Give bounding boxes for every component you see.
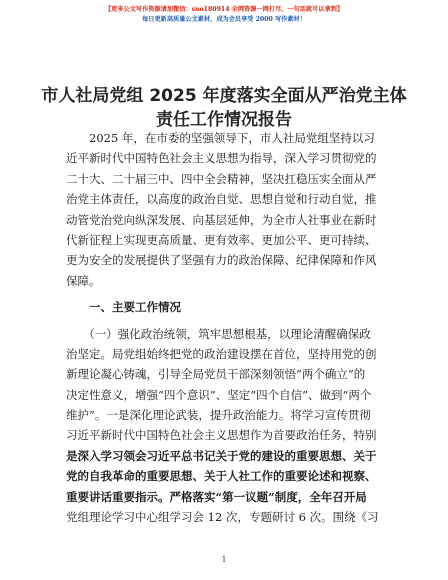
- paragraph-line: 决定性意义，增强“四个意识”、坚定“四个自信”、做到“两个: [66, 387, 372, 402]
- promo-banner-line2: 每日更新高质量公文素材，成为会员享受 2000 写作素材！: [142, 16, 306, 23]
- paragraph-line: 习近平新时代中国特色社会主义思想作为首要政治任务，特别: [66, 428, 377, 443]
- paragraph-line: 治党主体责任，以高度的政治自觉、思想自觉和行动自觉，推: [66, 192, 377, 207]
- paragraph-line: 代新征程上实现更高质量、更有效率、更加公平、更可持续、: [66, 232, 377, 247]
- section-heading: 一、主要工作情况: [66, 300, 181, 315]
- paragraph-line: 党的自我革命的重要思想、关于人社工作的重要论述和视察、: [66, 469, 377, 484]
- paragraph-line: 维护”。一是深化理论武装，提升政治能力。将学习宣传贯彻: [66, 408, 371, 423]
- paragraph-line: 重要讲话重要指示。严格落实“第一议题”制度，全年召开局: [66, 489, 367, 504]
- paragraph-line: 保障。: [66, 273, 101, 288]
- paragraph-line: 是深入学习领会习近平总书记关于党的建设的重要思想、关于: [66, 448, 377, 463]
- title-line-1: 市人社局党组 2025 年度落实全面从严治党主体: [41, 86, 407, 106]
- document-title: [40, 84, 408, 132]
- document-body: [66, 128, 386, 527]
- paragraph-line: 2025 年，在市委的坚强领导下，市人社局党组坚持以习: [66, 131, 375, 145]
- paragraph-line: 近平新时代中国特色社会主义思想为指导，深入学习贯彻党的: [66, 151, 377, 166]
- paragraph-line: 更为安全的发展提供了坚强有力的政治保障、纪律保障和作风: [66, 253, 377, 268]
- paragraph-line: 党组理论学习中心组学习会 12 次，专题研讨 6 次。围绕《习: [66, 510, 379, 525]
- paragraph-line: （一）强化政治统领，筑牢思想根基，以理论清醒确保政: [66, 326, 371, 341]
- title-line-2: 责任工作情况报告: [156, 110, 292, 130]
- paragraph-line: 新理论凝心铸魂，引导全局党员干部深刻领悟“两个确立”的: [66, 367, 366, 382]
- page-number: 1: [221, 555, 227, 564]
- paragraph-line: 动管党治党向纵深发展、向基层延伸，为全市人社事业在新时: [66, 212, 377, 227]
- promo-banner-line1: 【更多公文写作资源请加微信：suo180914 全网资源一网打尽，一句话就可以拿到】: [104, 6, 344, 13]
- paragraph-line: 治坚定。局党组始终把党的政治建设摆在首位，坚持用党的创: [66, 346, 377, 361]
- paragraph-line: 二十大、二十届三中、四中全会精神，坚决扛稳压实全面从严: [66, 171, 377, 186]
